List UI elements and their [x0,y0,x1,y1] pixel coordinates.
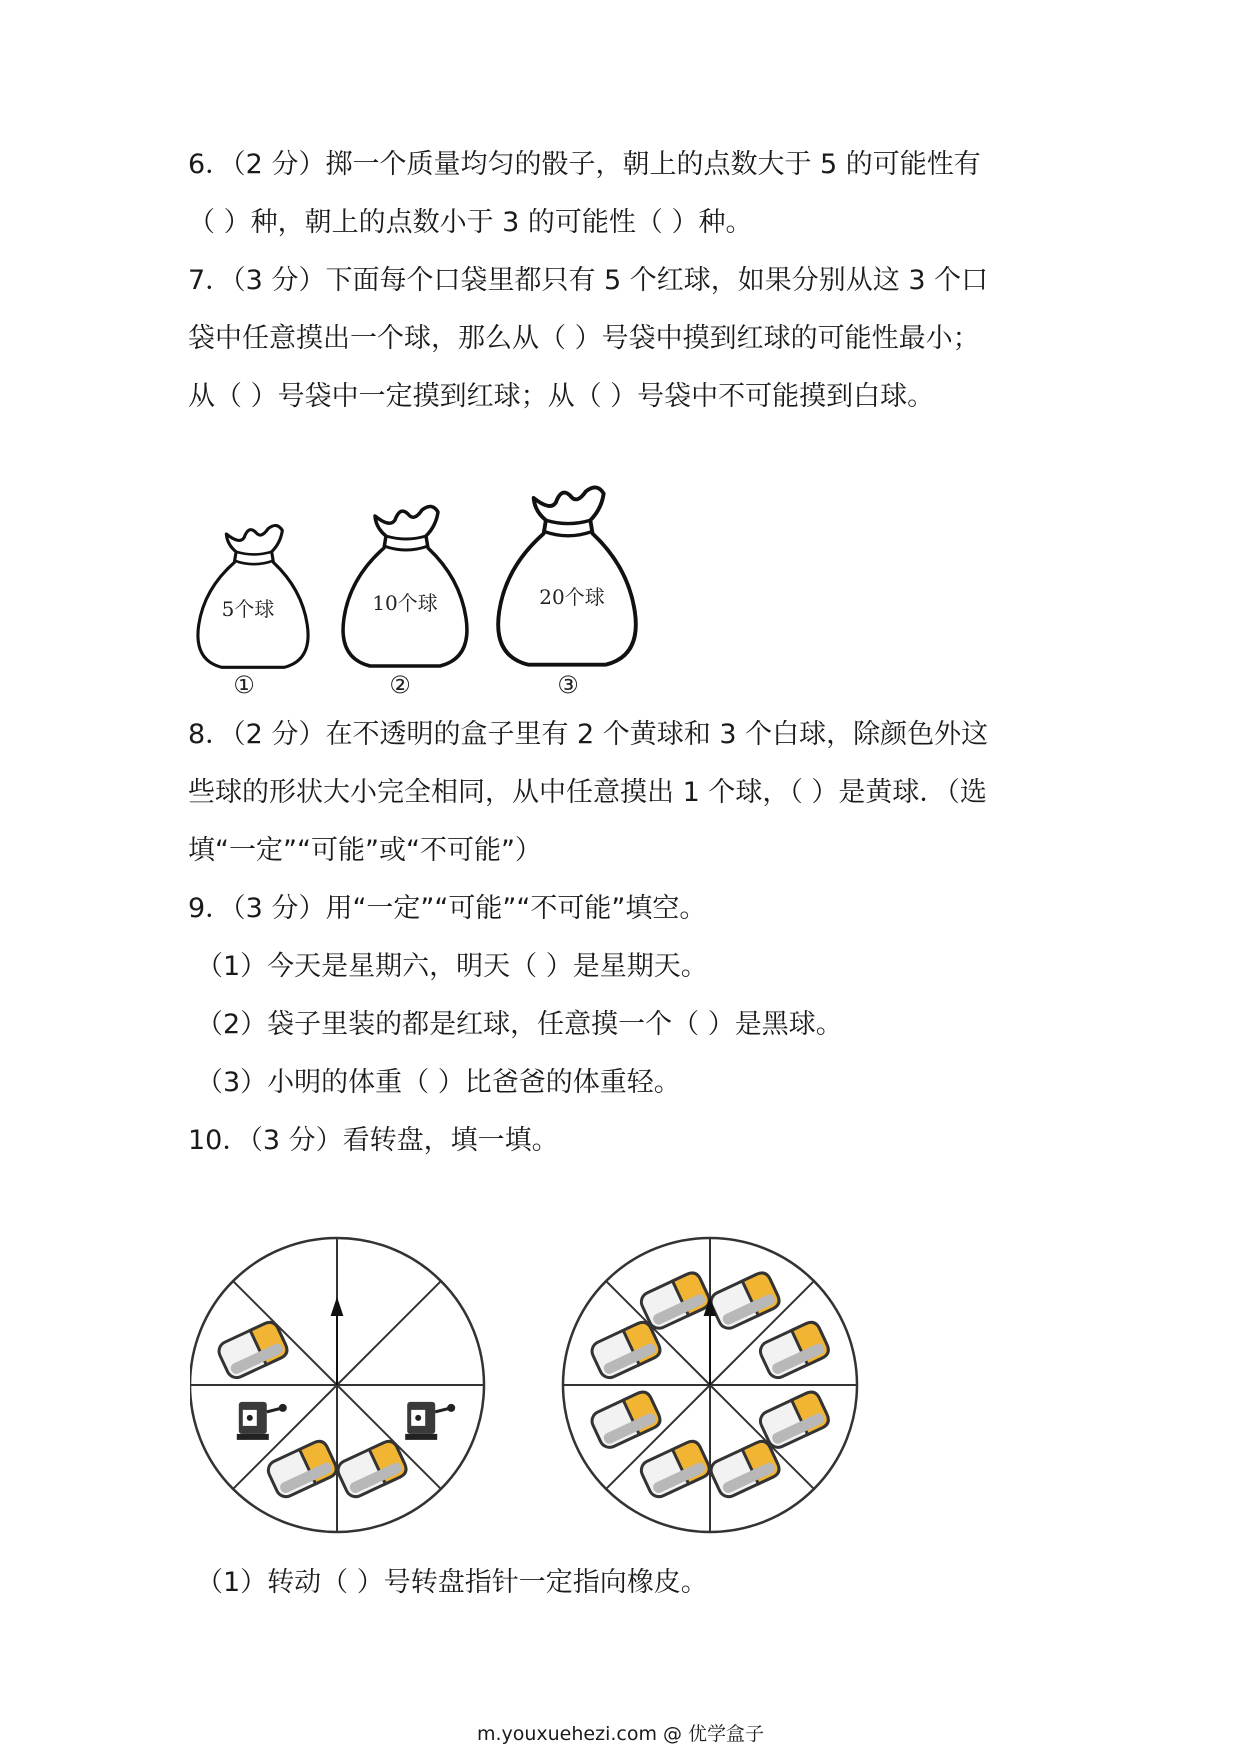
bag-3 [498,487,636,699]
bag-1-number: ① [233,671,255,699]
bag-3-number: ③ [557,671,579,699]
footer-watermark: m.youxuehezi.com @ 优学盒子 [476,1723,765,1745]
bag-3-label: 20个球 [539,585,605,609]
bag-2 [343,506,467,699]
q10-sub-1: （1）转动（ ）号转盘指针一定指向橡皮。 [196,1567,708,1598]
bags-figure [180,438,700,700]
q8-line-2: 些球的形状大小完全相同，从中任意摸出 1 个球，（ ）是黄球．（选 [188,777,987,808]
q9-sub-2: （2）袋子里装的都是红球，任意摸一个（ ）是黑球。 [196,1009,843,1040]
q7-line-3: 从（ ）号袋中一定摸到红球；从（ ）号袋中不可能摸到白球。 [188,381,935,412]
q7-line-1: 7．（3 分）下面每个口袋里都只有 5 个红球，如果分别从这 3 个口 [188,265,989,296]
q8-line-1: 8．（2 分）在不透明的盒子里有 2 个黄球和 3 个白球，除颜色外这 [188,719,989,750]
q9-sub-3: （3）小明的体重（ ）比爸爸的体重轻。 [196,1067,681,1098]
bag-2-number: ② [389,671,411,699]
q9-sub-1: （1）今天是星期六，明天（ ）是星期天。 [196,951,708,982]
q7-line-2: 袋中任意摸出一个球，那么从（ ）号袋中摸到红球的可能性最小； [188,323,980,354]
q10-line-1: 10．（3 分）看转盘，填一填。 [188,1125,559,1156]
bag-2-label: 10个球 [372,591,438,615]
spinner-1 [190,1238,484,1532]
q6-line-2: （ ）种，朝上的点数小于 3 的可能性（ ）种。 [188,207,753,238]
bag-1-label: 5个球 [221,597,275,621]
spinner-2 [563,1238,857,1532]
q9-line-1: 9．（3 分）用“一定”“可能”“不可能”填空。 [188,893,707,924]
q6-line-1: 6．（2 分）掷一个质量均匀的骰子，朝上的点数大于 5 的可能性有 [188,149,981,180]
bag-1 [198,526,308,699]
spinners-figure [190,1230,870,1540]
q8-line-3: 填“一定”“可能”或“不可能”） [188,835,542,866]
